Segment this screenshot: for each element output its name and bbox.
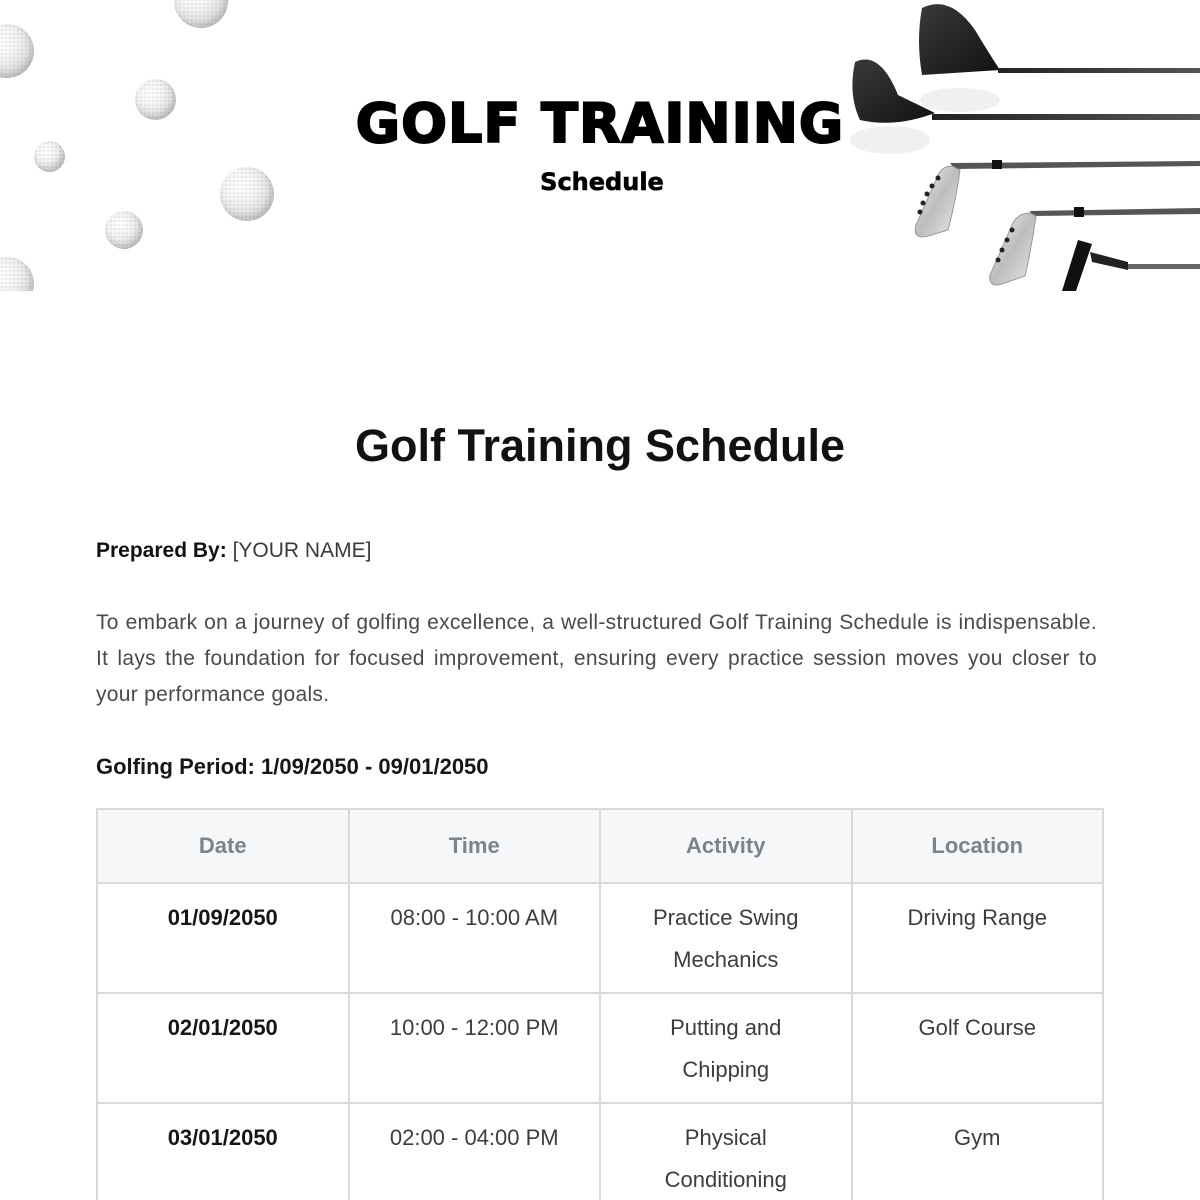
cell-date: 03/01/2050 xyxy=(97,1103,349,1200)
table-row xyxy=(97,1103,1103,1200)
prepared-by xyxy=(96,537,371,565)
cell-time: 02:00 - 04:00 PM xyxy=(349,1103,601,1200)
prepared-by-value: [YOUR NAME] xyxy=(232,539,372,562)
golf-ball-icon xyxy=(0,257,34,291)
cell-time: 08:00 - 10:00 AM xyxy=(349,883,601,993)
cell-time: 10:00 - 12:00 PM xyxy=(349,993,601,1103)
table-header-row xyxy=(97,809,1103,883)
cell-date: 02/01/2050 xyxy=(97,993,349,1103)
golf-ball-icon xyxy=(174,0,228,28)
column-header-location: Location xyxy=(852,809,1104,883)
banner-title: GOLF TRAINING xyxy=(355,92,845,155)
intro-paragraph: To embark on a journey of golfing excellence, a well-structured Golf Training Schedule is indispensable. It lays the foundation for focused improvement, ensuring every practice session moves you closer to your performance goals. xyxy=(96,611,1097,706)
cell-location: Golf Course xyxy=(852,993,1104,1103)
table-row xyxy=(97,993,1103,1103)
cell-location: Gym xyxy=(852,1103,1104,1200)
column-header-time: Time xyxy=(349,809,601,883)
cell-date: 01/09/2050 xyxy=(97,883,349,993)
cell-activity: Putting and Chipping xyxy=(600,993,852,1103)
column-header-activity: Activity xyxy=(600,809,852,883)
schedule-table xyxy=(96,808,1104,1200)
cell-location: Driving Range xyxy=(852,883,1104,993)
golf-ball-icon xyxy=(0,24,34,78)
prepared-by-label: Prepared By: xyxy=(96,539,227,562)
cell-activity: Physical Conditioning xyxy=(600,1103,852,1200)
header-banner xyxy=(0,0,1200,291)
cell-activity: Practice Swing Mechanics xyxy=(600,883,852,993)
banner-subtitle: Schedule xyxy=(540,168,664,196)
table-row xyxy=(97,883,1103,993)
page-title: Golf Training Schedule xyxy=(354,420,846,471)
column-header-date: Date xyxy=(97,809,349,883)
golf-ball-icon xyxy=(105,211,143,249)
golfing-period: Golfing Period: 1/09/2050 - 09/01/2050 xyxy=(96,754,489,779)
